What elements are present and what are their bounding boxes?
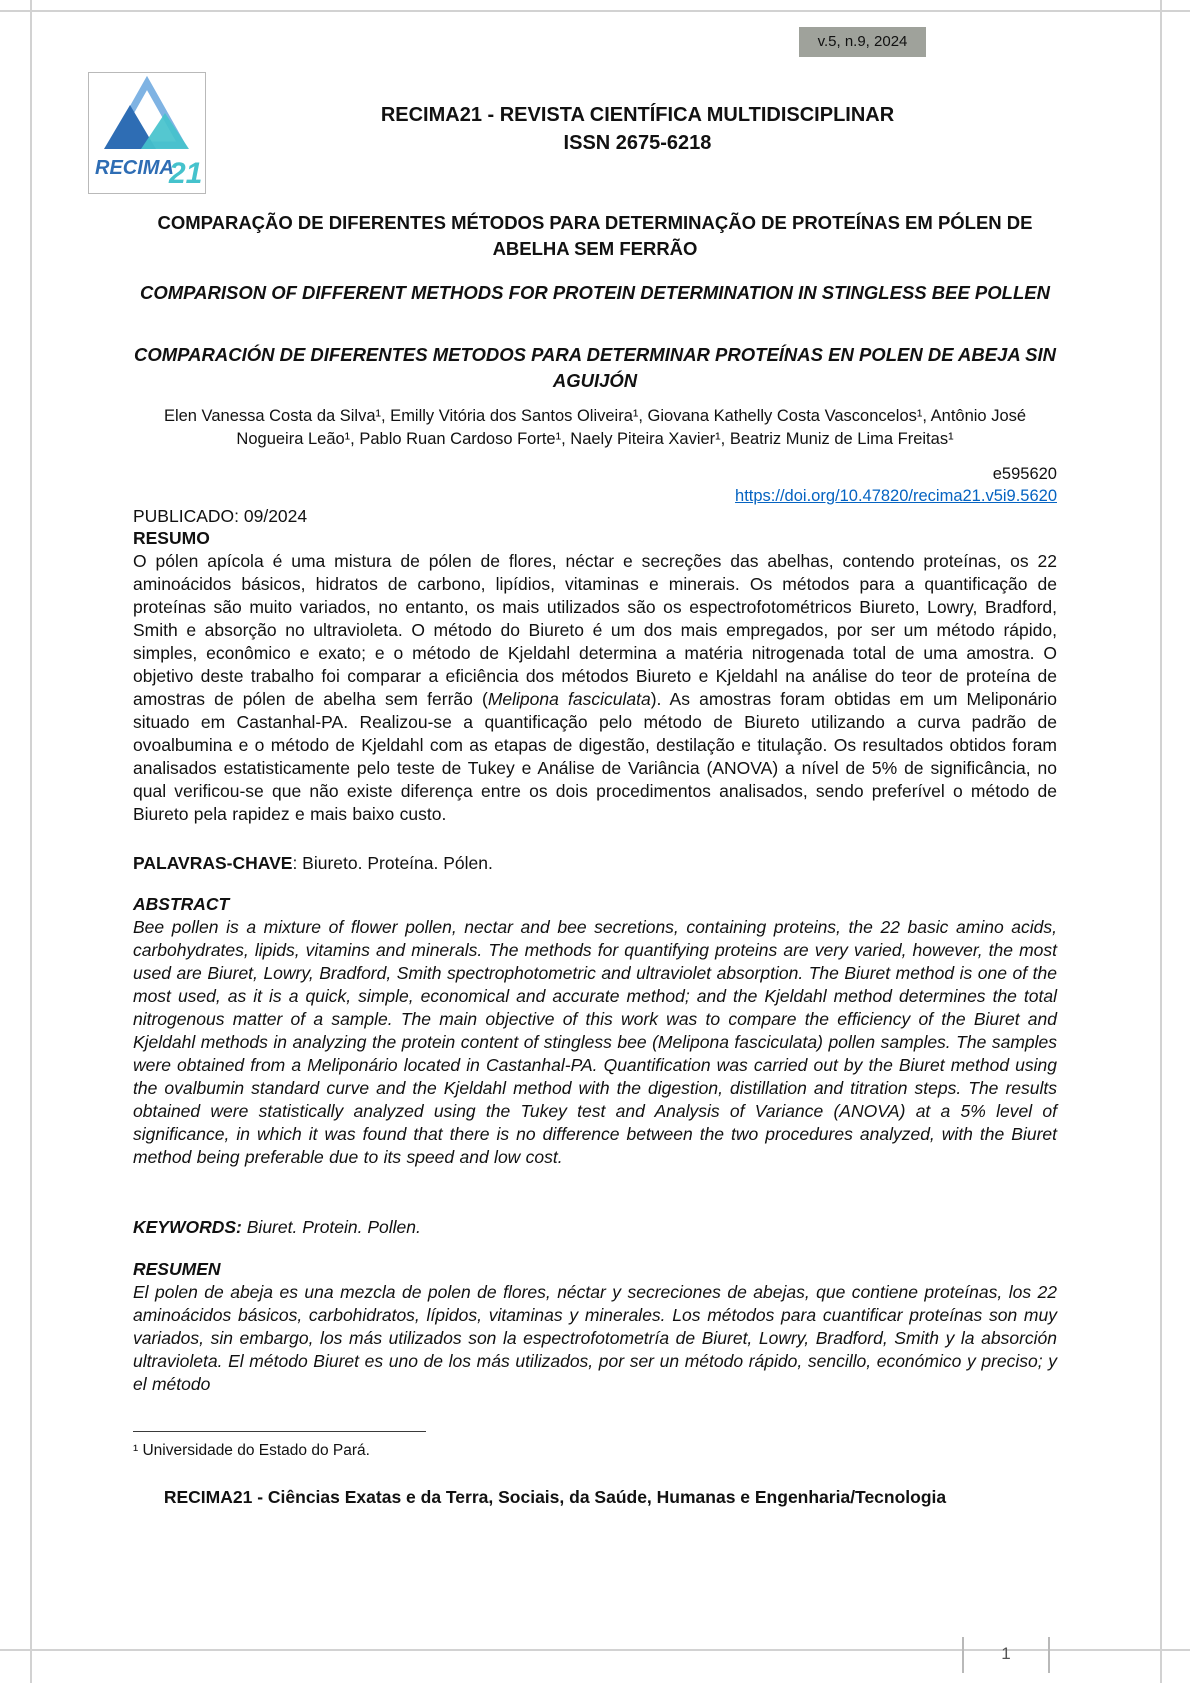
resumo-heading: RESUMO [133,528,210,548]
authors-line: Elen Vanessa Costa da Silva¹, Emilly Vitória dos Santos Oliveira¹, Giovana Kathelly Costa Vasconcelos¹, Antônio José Nogueira Leão¹, Pablo Ruan Cardoso Forte¹, Naely Piteira Xavier¹, Beatriz Muniz de Lima Freitas¹ [163,407,1027,448]
resumo-part2: ). As amostras foram obtidas em um Meliponário situado em Castanhal-PA. Realizou-se a quantificação pelo método de Biureto utilizando a curva padrão de ovoalbumina e o método de Kjeldahl com as etapas de digestão, destilação e titulação. Os resultados obtidos foram analisados estatisticamente pelo teste de Tukey e Análise de Variância (ANOVA) a nível de 5% de significância, no qual verificou-se que não existe diferença entre os dois procedimentos analisados, sendo preferível o método de Biureto pela rapidez e mais baixo custo. [133,689,1058,824]
keywords-label: KEYWORDS: [133,1217,242,1237]
journal-logo [88,72,206,194]
edition-badge [799,27,926,57]
page-border-top [0,10,1190,12]
title-portuguese: COMPARAÇÃO DE DIFERENTES MÉTODOS PARA DETERMINAÇÃO DE PROTEÍNAS EM PÓLEN DE ABELHA SEM FERRÃO [157,212,1033,259]
keywords-line [133,1216,1057,1239]
keywords-value: Biuret. Protein. Pollen. [241,1217,421,1237]
species-name-italic: Melipona fasciculata [487,689,651,709]
page-border-right [1160,0,1162,1683]
logo-text-main: RECIMA [95,157,174,179]
abstract-text: Bee pollen is a mixture of flower pollen, nectar and bee secretions, containing proteins, the 22 basic amino acids, carbohydrates, lipids, vitamins and minerals. The methods for quantifying proteins are very varied, however, the most used are Biuret, Lowry, Bradford, Smith spectrophotometric and ultraviolet absorption. The Biuret method is one of the most used, as it is a quick, simple, economical and accurate method; and the Kjeldahl method determines the total nitrogenous matter of a sample. The main objective of this work was to compare the efficiency of the Biuret and Kjeldahl methods in analyzing the protein content of stingless bee (Melipona fasciculata) pollen samples. The samples were obtained from a Meliponário located in Castanhal-PA. Quantification was carried out by the Biuret method using the ovalbumin standard curve and the Kjeldahl method with the digestion, distillation and titration steps. The results obtained were statistically analyzed using the Tukey test and Analysis of Variance (ANOVA) at a 5% level of significance, in which it was found that there is no difference between the two procedures analyzed, with the Biuret method being preferable due to its speed and low cost. [133,917,1057,1167]
page-border-left [30,0,32,1683]
resumen-text: El polen de abeja es una mezcla de polen de flores, néctar y secreciones de abejas, que contiene proteínas, los 22 aminoácidos básicos, carbohidratos, lípidos, vitaminas y minerales. Los métodos para cuantificar proteínas son muy variados, sin embargo, los más utilizados son la espectrofotometría de Biuret, Lowry, Bradford, Smith y la absorción ultravioleta. El método Biuret es uno de los más utilizados, por ser un método rápido, sencillo, económico y preciso; y el método [133,1282,1057,1394]
footer-text: RECIMA21 - Ciências Exatas e da Terra, Sociais, da Saúde, Humanas e Engenharia/Tecnologia [163,1487,947,1507]
resumo-text [133,550,1057,826]
palavras-chave-value: : Biureto. Proteína. Pólen. [292,853,493,873]
title-english: COMPARISON OF DIFFERENT METHODS FOR PROTEIN DETERMINATION IN STINGLESS BEE POLLEN [140,282,1050,303]
footnote-separator [133,1431,426,1432]
resumo-part1: O pólen apícola é uma mistura de pólen de flores, néctar e secreções das abelhas, contendo proteínas, os 22 aminoácidos básicos, hidratos de carbono, lipídios, vitaminas e minerais. Os métodos para a quantificação de proteínas são muito variados, no entanto, os mais utilizados são os espectrofotométricos Biureto, Lowry, Bradford, Smith e absorção no ultravioleta. O método do Biureto é um dos mais empregados, por ser um método rápido, simples, econômico e exato; e o método de Kjeldahl determina a matéria nitrogenada total de uma amostra. O objetivo deste trabalho foi comparar a eficiência dos métodos Biureto e Kjeldahl na análise do teor de proteína de amostras de pólen de abelha sem ferrão ( [133,551,1057,709]
logo-triangle-teal-icon [141,113,189,149]
palavras-chave-label: PALAVRAS-CHAVE [133,853,293,873]
title-spanish: COMPARACIÓN DE DIFERENTES METODOS PARA DETERMINAR PROTEÍNAS EN POLEN DE ABEJA SIN AGUIJÓN [134,344,1056,391]
journal-issn: ISSN 2675-6218 [563,132,712,154]
journal-title: RECIMA21 - REVISTA CIENTÍFICA MULTIDISCIPLINAR [380,104,895,126]
page-number: 1 [1001,1644,1011,1663]
recima-logo-graphic [91,75,203,191]
logo-text-number: 21 [169,157,203,190]
abstract-heading: ABSTRACT [133,894,230,914]
palavras-chave-line [133,852,1057,875]
doi-link[interactable]: https://doi.org/10.47820/recima21.v5i9.5620 [735,487,1057,505]
article-meta [133,463,1057,507]
footnote-text: ¹ Universidade do Estado do Pará. [133,1442,370,1459]
edition-text: v.5, n.9, 2024 [817,33,908,50]
published-date: PUBLICADO: 09/2024 [133,506,308,526]
resumen-heading: RESUMEN [133,1259,221,1279]
journal-header [225,101,1050,157]
article-id: e595620 [992,465,1057,483]
